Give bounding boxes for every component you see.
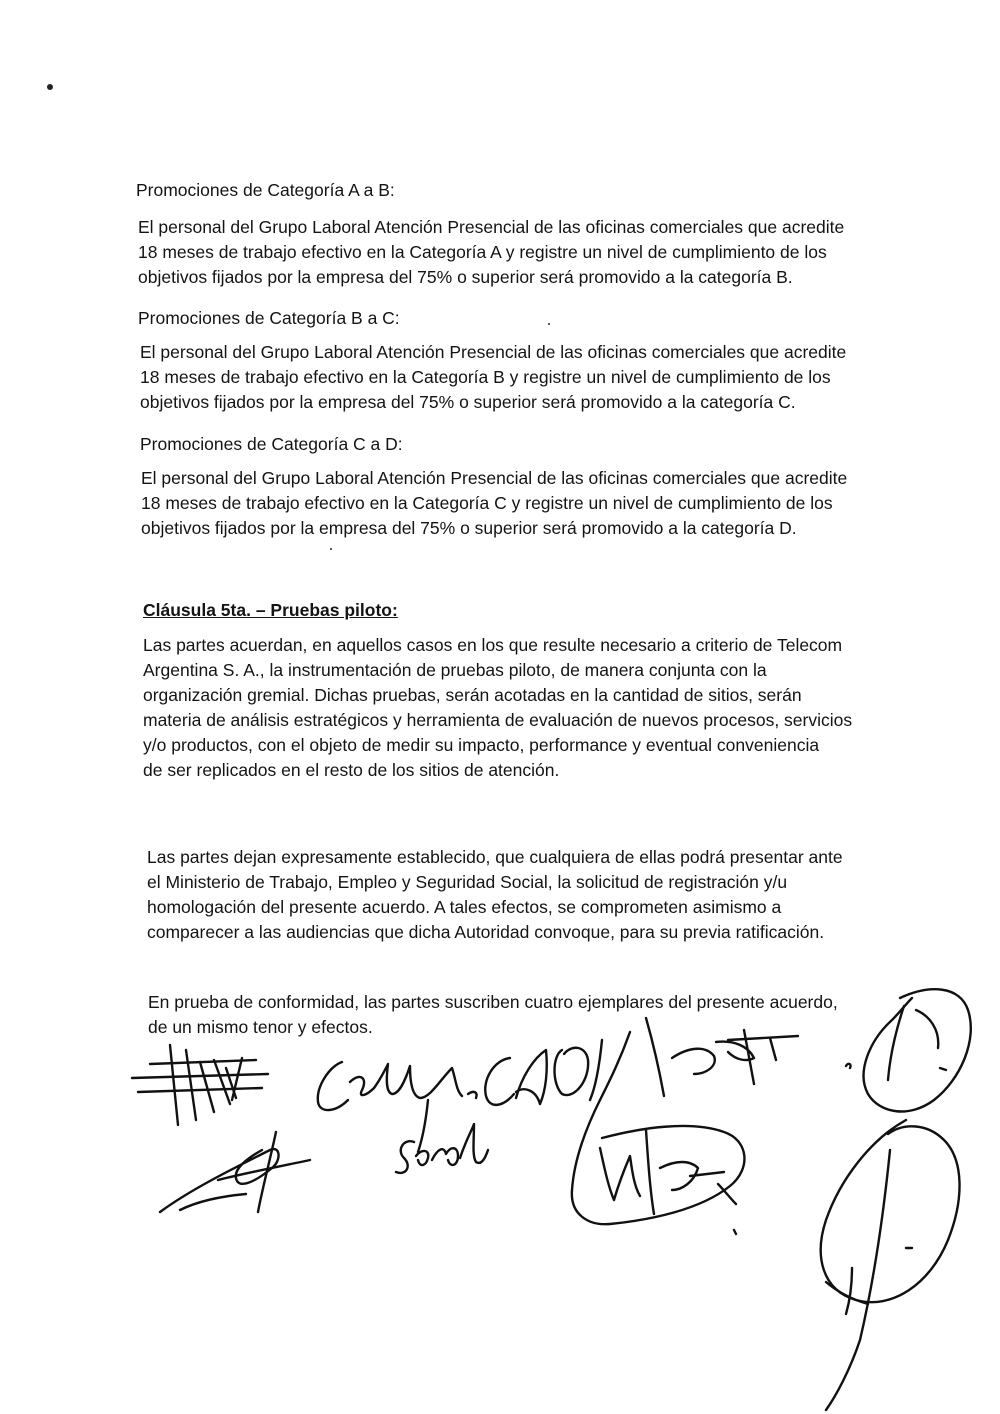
promotion-heading-c-d: Promociones de Categoría C a D: xyxy=(140,434,403,454)
promotion-text-a-b xyxy=(138,215,890,290)
text-line: 18 meses de trabajo efectivo en la Categoría C y registre un nivel de cumplimiento de los xyxy=(141,493,833,513)
signature-3 xyxy=(318,1062,477,1110)
promotion-text-c-d xyxy=(141,466,893,541)
text-line: objetivos fijados por la empresa del 75% o superior será promovido a la categoría C. xyxy=(140,392,796,412)
text-line: Las partes dejan expresamente establecido, que cualquiera de ellas podrá presentar ante xyxy=(147,847,843,867)
text-line: objetivos fijados por la empresa del 75% o superior será promovido a la categoría B. xyxy=(138,267,793,287)
registration-text xyxy=(147,845,887,945)
promotion-heading-a-b: Promociones de Categoría A a B: xyxy=(136,180,395,200)
signature-4 xyxy=(485,1040,602,1105)
scan-speck xyxy=(47,84,53,90)
text-line: materia de análisis estratégicos y herramienta de evaluación de nuevos procesos, servicios xyxy=(143,710,853,730)
text-line: 18 meses de trabajo efectivo en la Categoría A y registre un nivel de cumplimiento de los xyxy=(138,242,827,262)
text-line: y/o productos, con el objeto de medir su impacto, performance y eventual conveniencia xyxy=(143,735,820,755)
text-line: organización gremial. Dichas pruebas, serán acotadas en la cantidad de sitios, serán xyxy=(143,685,802,705)
scan-speck xyxy=(330,548,332,550)
signature-7 xyxy=(821,989,971,1410)
text-line: Argentina S. A., la instrumentación de pruebas piloto, de manera conjunta con la xyxy=(143,660,767,680)
text-line: 18 meses de trabajo efectivo en la Categoría B y registre un nivel de cumplimiento de los xyxy=(140,367,831,387)
scan-speck xyxy=(548,323,550,325)
clause-title: Cláusula 5ta. – Pruebas piloto: xyxy=(143,600,398,620)
text-line: En prueba de conformidad, las partes suscriben cuatro ejemplares del presente acuerdo, xyxy=(148,992,838,1012)
text-line: objetivos fijados por la empresa del 75% o superior será promovido a la categoría D. xyxy=(141,518,797,538)
text-line: El personal del Grupo Laboral Atención Presencial de las oficinas comerciales que acredite xyxy=(140,342,847,362)
signature-2 xyxy=(160,1132,310,1212)
conformity-text xyxy=(148,990,908,1040)
promotion-text-b-c xyxy=(140,340,892,415)
text-line: El personal del Grupo Laboral Atención Presencial de las oficinas comerciales que acredite xyxy=(138,217,845,237)
text-line: el Ministerio de Trabajo, Empleo y Seguridad Social, la solicitud de registración y/u xyxy=(147,872,788,892)
text-line: Las partes acuerdan, en aquellos casos en los que resulte necesario a criterio de Telecom xyxy=(143,635,843,655)
text-line: comparecer a las audiencias que dicha Autoridad convoque, para su previa ratificación. xyxy=(147,922,825,942)
signature-6 xyxy=(572,1018,798,1234)
text-line: de ser replicados en el resto de los sitios de atención. xyxy=(143,760,560,780)
text-line: de un mismo tenor y efectos. xyxy=(148,1017,373,1037)
text-line: El personal del Grupo Laboral Atención Presencial de las oficinas comerciales que acredite xyxy=(141,468,848,488)
signature-1 xyxy=(132,1045,268,1125)
signature-5 xyxy=(396,1100,488,1173)
text-line: homologación del presente acuerdo. A tales efectos, se comprometen asimismo a xyxy=(147,897,782,917)
clause-text xyxy=(143,633,885,783)
promotion-heading-b-c: Promociones de Categoría B a C: xyxy=(138,308,400,328)
